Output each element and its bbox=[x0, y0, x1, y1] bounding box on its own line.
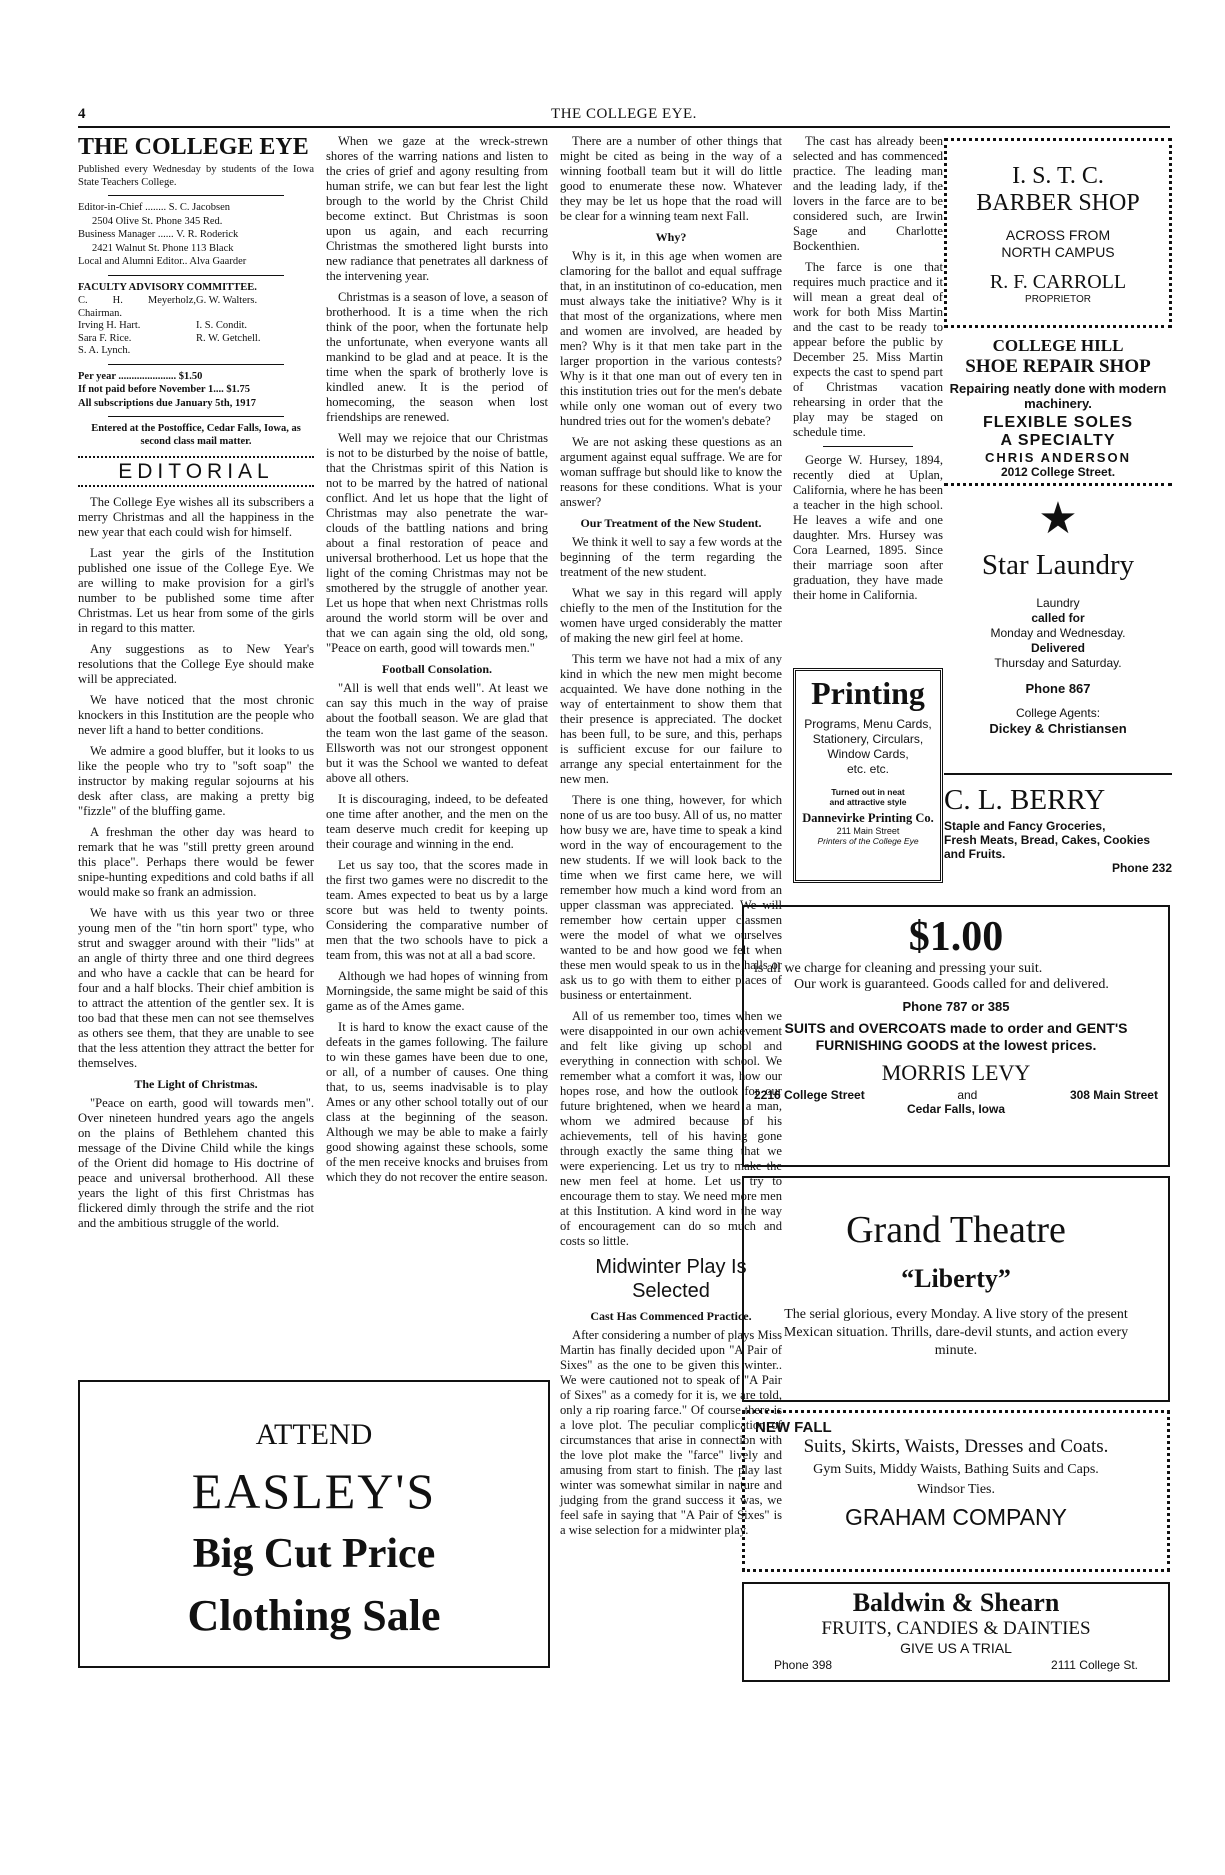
laundry-line: Delivered bbox=[1030, 641, 1086, 655]
levy-phone: Phone 787 or 385 bbox=[902, 999, 1010, 1014]
masthead-title: THE COLLEGE EYE bbox=[78, 134, 309, 160]
why-paragraph: We are not asking these questions as an argument against equal suffrage. We are for woman suffrage but should like to know the reasons for these conditions. What is your answer? bbox=[560, 435, 782, 509]
laundry-agents-label: College Agents: bbox=[1015, 706, 1101, 720]
baldwin-footer bbox=[744, 1656, 1168, 1672]
due-date: All subscriptions due January 5th, 1917 bbox=[78, 397, 256, 409]
easley-line: ATTEND bbox=[255, 1418, 373, 1451]
levy-line: SUITS and OVERCOATS made to order and GENT'S FURNISHING GOODS at the lowest prices. bbox=[784, 1020, 1128, 1053]
football-paragraph: Although we had hopes of winning from Morningside, the same might be said of this game as of the Ames game. bbox=[326, 969, 548, 1013]
late-price: If not paid before November 1.... $1.75 bbox=[78, 384, 250, 395]
play-subtitle: Cast Has Commenced Practice. bbox=[590, 1309, 752, 1323]
play-paragraph: The farce is one that requires much practice and it will mean a great deal of work for both Miss Martin and the cast to be ready to appear before the public by December 25. Miss Martin expects the cast to spend part of Christmas vacation rehearsing in order that the play may be staged on schedule time. bbox=[793, 260, 943, 439]
barber-role: PROPRIETOR bbox=[1025, 294, 1091, 305]
grand-theatre-ad bbox=[742, 1176, 1170, 1402]
business-address: 2421 Walnut St. Phone 113 Black bbox=[92, 242, 234, 254]
treatment-paragraph: All of us remember too, times when we were disappointed in our own achievement and felt like giving up school and everything in connection with school. We remember what a comfort it was, how our hopes rose, and how the outlook for our future brightened, when we heard a man, whom we admired because of his achievements, tell of his having gone through exactly the same thing that we were experiencing. Let us try to make the new men feel at home. Let us try to encourage them to stay. We need more men at this Institution. A kind word in the way of encouragement can do so much and costs so little. bbox=[560, 1009, 782, 1248]
faculty-member: Irving H. Hart. bbox=[78, 320, 141, 331]
graham-line: Windsor Ties. bbox=[916, 1482, 995, 1497]
why-title: Why? bbox=[655, 230, 687, 244]
hursey-notice: George W. Hursey, 1894, recently died at Uplan, California, where he has been a teacher in the high school. He leaves a wife and one daughter. Mrs. Hursey was Cora Learned, 1895. Since their marriage soon after graduation, they have made their home in California. bbox=[793, 453, 944, 602]
graham-name: GRAHAM COMPANY bbox=[845, 1504, 1067, 1530]
printing-line: Stationery, Circulars, bbox=[812, 732, 924, 746]
treatment-paragraph: This term we have not had a mix of any kind in which the new men might become acquainted. We have done nothing in the way of entertainment to show them that their presence is appreciated. The docket has been full, to be sure, and this, perhaps is sufficient excuse for our failure to arrange any special entertainment for the new men. bbox=[560, 652, 782, 786]
editorial-paragraph: A freshman the other day was heard to remark that he was "still pretty green around this place". Perhaps there would be fewer snipe-hunting expeditions and cold baths if all would make so frank an admission. bbox=[78, 825, 314, 899]
football-paragraph: There are a number of other things that might be cited as being in the way of a winning football team but it will do little good to enumerate these now. Whatever they may be let us hope that the road will be clear for a winning team next Fall. bbox=[560, 134, 782, 223]
barber-shop-ad bbox=[944, 138, 1172, 328]
treatment-title: Our Treatment of the New Student. bbox=[580, 516, 762, 530]
easley-line: EASLEY'S bbox=[191, 1463, 437, 1519]
column-1 bbox=[78, 134, 314, 1230]
shoe-line: A SPECIALTY bbox=[1000, 432, 1116, 449]
faculty-member: G. W. Walters. bbox=[196, 295, 258, 306]
laundry-agents: Dickey & Christiansen bbox=[989, 721, 1127, 736]
barber-location: ACROSS FROM NORTH CAMPUS bbox=[1001, 227, 1115, 260]
editorial-paragraph: We have with us this year two or three young men of the "tin horn sport" type, who strut and swagger around with their "lids" at an angle of thirty three and one third degrees and who have a cackle that can be heard for four and a half blocks. Their chief ambition is to attract the attention of the gentler sex. It is too bad that these men can not see themselves as others see them, that they are unable to see that the less attention they attract the better for themselves. bbox=[78, 906, 314, 1070]
baldwin-shearn-ad bbox=[742, 1582, 1170, 1682]
faculty-member: Sara F. Rice. bbox=[78, 332, 132, 344]
shoe-line: Repairing neatly done with modern machinery. bbox=[949, 381, 1167, 411]
barber-kind: BARBER SHOP bbox=[976, 190, 1140, 216]
graham-line: NEW FALL bbox=[755, 1419, 832, 1436]
laundry-line: called for bbox=[1031, 611, 1085, 625]
editorial-paragraph: We have noticed that the most chronic knockers in this Institution are the people who never lift a hand to better conditions. bbox=[78, 693, 314, 737]
printing-line: Window Cards, bbox=[827, 747, 909, 761]
page-number: 4 bbox=[78, 106, 86, 122]
faculty-member: C. H. Meyerholz, Chairman. bbox=[78, 295, 196, 319]
football-paragraph: "All is well that ends well". At least we can say this much in the way of praise about the football season. We are glad that the team won the last game of the season. Ellsworth was not our strongest opponent but it was the School we wanted to defeat above all others. bbox=[326, 681, 548, 785]
levy-addresses bbox=[754, 1088, 1158, 1102]
divider bbox=[108, 416, 284, 417]
levy-name: MORRIS LEVY bbox=[881, 1060, 1031, 1085]
levy-city: Cedar Falls, Iowa bbox=[906, 1102, 1006, 1116]
faculty-member: R. W. Getchell. bbox=[196, 332, 261, 344]
divider bbox=[823, 446, 913, 447]
treatment-paragraph: What we say in this regard will apply chiefly to the men of the Institution for the women have urged considerably the matter of making the new girl feel at home. bbox=[560, 586, 782, 645]
printing-address: 211 Main Street bbox=[836, 826, 900, 836]
christmas-paragraph: Christmas is a season of love, a season of brotherhood. It is a time when the rich think of the poor, when the fortunate help the unfortunate, when everyone wants all mankind to be glad and at peace. It is the time when the spark of brotherly love is kindled anew. It is the period of homecoming, the season when lost friendships are renewed. bbox=[326, 290, 548, 424]
laundry-line: Thursday and Saturday. bbox=[994, 656, 1122, 670]
baldwin-address: 2111 College St. bbox=[1051, 1658, 1138, 1672]
christmas-paragraph: "Peace on earth, good will towards men". Over nineteen hundred years ago the angels on the plains of Bethlehem chanted this message of the Divine Child while the kings of the Orient did homage to His doctrine of peace and universal brotherhood. All these years the light of this first Christmas has flickered dimly through the strife and the riot and the ambitious struggle of the world. bbox=[78, 1096, 314, 1230]
berry-line: Fresh Meats, Bread, Cakes, Cookies and Fruits. bbox=[944, 833, 1151, 861]
star-icon: ★ bbox=[1038, 494, 1078, 543]
laundry-name: Star Laundry bbox=[981, 549, 1135, 581]
faculty-member: S. A. Lynch. bbox=[78, 345, 131, 356]
shoe-kind: SHOE REPAIR SHOP bbox=[965, 356, 1151, 377]
editor-address: 2504 Olive St. Phone 345 Red. bbox=[92, 215, 223, 227]
shoe-owner: CHRIS ANDERSON bbox=[985, 450, 1131, 465]
subscription-price: Per year ...................... $1.50 bbox=[78, 370, 203, 382]
page-header bbox=[78, 104, 1170, 128]
masthead-info bbox=[78, 164, 314, 448]
laundry-phone: Phone 867 bbox=[1025, 681, 1091, 696]
baldwin-line: GIVE US A TRIAL bbox=[900, 1640, 1012, 1656]
editorial-paragraph: Last year the girls of the Institution published one issue of the College Eye. We are willing to make provision for a girl's number to be published some time after Christmas. Let us hear from some of the girls in regard to this matter. bbox=[78, 546, 314, 635]
faculty-member: I. S. Condit. bbox=[196, 320, 248, 331]
levy-address-2: 308 Main Street bbox=[1069, 1088, 1158, 1102]
levy-and: and bbox=[957, 1088, 978, 1102]
printing-heading: Printing bbox=[811, 675, 925, 711]
editorial-paragraph: We admire a good bluffer, but it looks to us like the people who try to "soft soap" the instructor by making regular sojourns at his desk after class, are making a pretty big "fizzle" of the bluffing game. bbox=[78, 744, 314, 818]
christmas-paragraph: Well may we rejoice that our Christmas is not to be disturbed by the noise of battle, that the Christmas spirit of this Nation is not to be marred by the hatred of national conflict. And let us hope that the light of Christmas may also penetrate the war-clouds of the battling nations and bring about a final restoration of peace and universal brotherhood. Let us hope that the light of the coming Christmas may not be smothered by the struggle of another year. Let us hope that when next Christmas rolls around the world storm will be over and that we can again sing the old, old song, "Peace on earth, good will towards men." bbox=[326, 431, 548, 655]
shoe-address: 2012 College Street. bbox=[1000, 465, 1116, 479]
easley-line: Big Cut Price bbox=[192, 1531, 436, 1577]
divider bbox=[108, 364, 284, 365]
printing-note: Turned out in neat and attractive style bbox=[829, 787, 907, 807]
baldwin-line: FRUITS, CANDIES & DAINTIES bbox=[821, 1618, 1091, 1639]
local-editor-line: Local and Alumni Editor.. Alva Gaarder bbox=[78, 256, 247, 267]
printing-line: Programs, Menu Cards, bbox=[804, 717, 932, 731]
printing-name: Dannevirke Printing Co. bbox=[802, 811, 934, 825]
barber-name: I. S. T. C. bbox=[1012, 163, 1104, 189]
berry-name: C. L. BERRY bbox=[944, 784, 1106, 816]
levy-line: is all we charge for cleaning and pressing your suit. bbox=[754, 961, 1043, 976]
levy-address-1: 2216 College Street bbox=[754, 1088, 865, 1102]
football-paragraph: Let us say too, that the scores made in the first two games were no discredit to the team. Ames expected to beat us by a large score but was held to twenty points. Considering the comparative number of men that the two schools have to pick a team from, this was not at all a bad score. bbox=[326, 858, 548, 962]
berry-line: Staple and Fancy Groceries, bbox=[944, 819, 1106, 833]
treatment-paragraph: There is one thing, however, for which none of us are too busy. All of us, no matter how busy we are, have time to speak a kind word in the way of encouragement to the new students. If we will look back to the time when we first came here, we will remember how much a kind word from an upper classman was appreciated. We will remember how certain upper classmen were the model of what we ourselves wanted to be and how good we felt when these men would speak to us in the halls or ask us to go with them to either places of business or entertainment. bbox=[560, 793, 782, 1002]
berry-phone: Phone 232 bbox=[1111, 861, 1172, 875]
baldwin-phone: Phone 398 bbox=[774, 1658, 833, 1672]
star-laundry-ad bbox=[944, 495, 1172, 775]
shoe-name: COLLEGE HILL bbox=[992, 336, 1124, 355]
printing-line: etc. etc. bbox=[846, 762, 890, 776]
faculty-list bbox=[78, 295, 314, 358]
laundry-line: Laundry bbox=[1036, 596, 1080, 610]
theatre-name: Grand Theatre bbox=[846, 1209, 1066, 1251]
shoe-line: FLEXIBLE SOLES bbox=[982, 414, 1133, 431]
levy-price: $1.00 bbox=[908, 914, 1004, 960]
theatre-description: The serial glorious, every Monday. A live story of the present Mexican situation. Thrills, dare-devil stunts, and action every minute. bbox=[783, 1307, 1129, 1358]
levy-line: Our work is guaranteed. Goods called for and delivered. bbox=[794, 977, 1109, 992]
running-title: THE COLLEGE EYE. bbox=[551, 106, 697, 122]
baldwin-name: Baldwin & Shearn bbox=[852, 1588, 1060, 1617]
editorial-paragraph: Any suggestions as to New Year's resolutions that the College Eye should make will be appreciated. bbox=[78, 642, 314, 686]
column-4 bbox=[793, 134, 943, 664]
printing-ad bbox=[793, 668, 943, 883]
published-note: Published every Wednesday by students of the Iowa State Teachers College. bbox=[78, 164, 314, 188]
christmas-paragraph: When we gaze at the wreck-strewn shores of the warring nations and listen to the cries of grief and agony resulting from human strife, we can but fear lest the light brough to the world by the Christ Child become extinct. But Christmas is soon upon us again, and each recurring Christmas the smothered light bursts into new radiance that penetrates all darkness of the intervening year. bbox=[326, 134, 548, 283]
berry-grocery-ad bbox=[944, 784, 1172, 894]
treatment-paragraph: We think it well to say a few words at the beginning of the term regarding the treatment of the new student. bbox=[560, 535, 782, 579]
easley-line: Clothing Sale bbox=[187, 1591, 441, 1640]
editorial-heading: EDITORIAL bbox=[78, 456, 314, 487]
shoe-repair-ad bbox=[944, 336, 1172, 486]
editor-line: Editor-in-Chief ........ S. C. Jacobsen bbox=[78, 202, 231, 213]
graham-line: Gym Suits, Middy Waists, Bathing Suits and Caps. bbox=[813, 1462, 1099, 1477]
football-paragraph: It is discouraging, indeed, to be defeated one time after another, and the men on the team deserve much credit for keeping up their courage and winning in the end. bbox=[326, 792, 548, 851]
morris-levy-ad bbox=[742, 905, 1170, 1167]
football-title: Football Consolation. bbox=[381, 662, 492, 676]
play-title: Midwinter Play Is Selected bbox=[595, 1256, 747, 1302]
printing-tagline: Printers of the College Eye bbox=[817, 836, 919, 846]
theatre-show: “Liberty” bbox=[901, 1264, 1011, 1293]
barber-owner: R. F. CARROLL bbox=[989, 271, 1127, 293]
laundry-line: Monday and Wednesday. bbox=[990, 626, 1126, 640]
business-line: Business Manager ...... V. R. Roderick bbox=[78, 229, 239, 240]
easley-ad bbox=[78, 1380, 550, 1668]
christmas-title: The Light of Christmas. bbox=[134, 1077, 258, 1091]
entered-note: Entered at the Postoffice, Cedar Falls, Iowa, as second class mail matter. bbox=[91, 423, 301, 447]
graham-line: Suits, Skirts, Waists, Dresses and Coats. bbox=[803, 1436, 1109, 1457]
play-paragraph: The cast has already been selected and has commenced practice. The leading man and the leading lady, if the lovers in the farce are to be considered such, are Irwin Sage and Charlotte Bockenthien. bbox=[793, 134, 943, 253]
why-paragraph: Why is it, in this age when women are clamoring for the ballot and equal suffrage that, in an institutinon of co-education, men must always take the initiative? Why is it that most of the organizations, where men and women are involved, are headed by men? Why is it that men take part in the larger proportion in the various contests? Why is it that one man out of every ten in this institution tries out for the men's debate while only one woman out of every two hundred tries out for the women's debate? bbox=[560, 249, 782, 428]
divider bbox=[108, 275, 284, 276]
football-paragraph: It is hard to know the exact cause of the defeats in the games following. The failure to win these games have been due to one, or all, of a number of causes. One thing that, to us, seems inadvisable is to play Ames or any other school totally out of our class at the beginning of the season. Although we may be able to make a fairly good showing against these schools, some of the men receive knocks and bruises from which they do not recover the entire season. bbox=[326, 1020, 548, 1184]
faculty-title: FACULTY ADVISORY COMMITTEE. bbox=[78, 281, 257, 293]
play-paragraph: After considering a number of plays Miss Martin has finally decided upon "A Pair of Sixes" as the one to be given this winter.. We were cautioned not to speak of "A Pair of Sixes" as a comedy for it is, we are told, only a rip roaring farce." Of course there is a love plot. The peculiar complication of circumstances that arise in connection with the love plot make the "farce" lively and amusing from start to finish. The play last winter was somewhat similar in nature and judging from the grand success it was, we feel safe in saying that "A Pair of Sixes" is a wise selection for a midwinter play. bbox=[560, 1328, 782, 1537]
graham-company-ad bbox=[742, 1410, 1170, 1572]
divider bbox=[108, 195, 284, 196]
editorial-paragraph: The College Eye wishes all its subscribers a merry Christmas and all the happiness in the new year that each could wish for himself. bbox=[78, 495, 314, 539]
